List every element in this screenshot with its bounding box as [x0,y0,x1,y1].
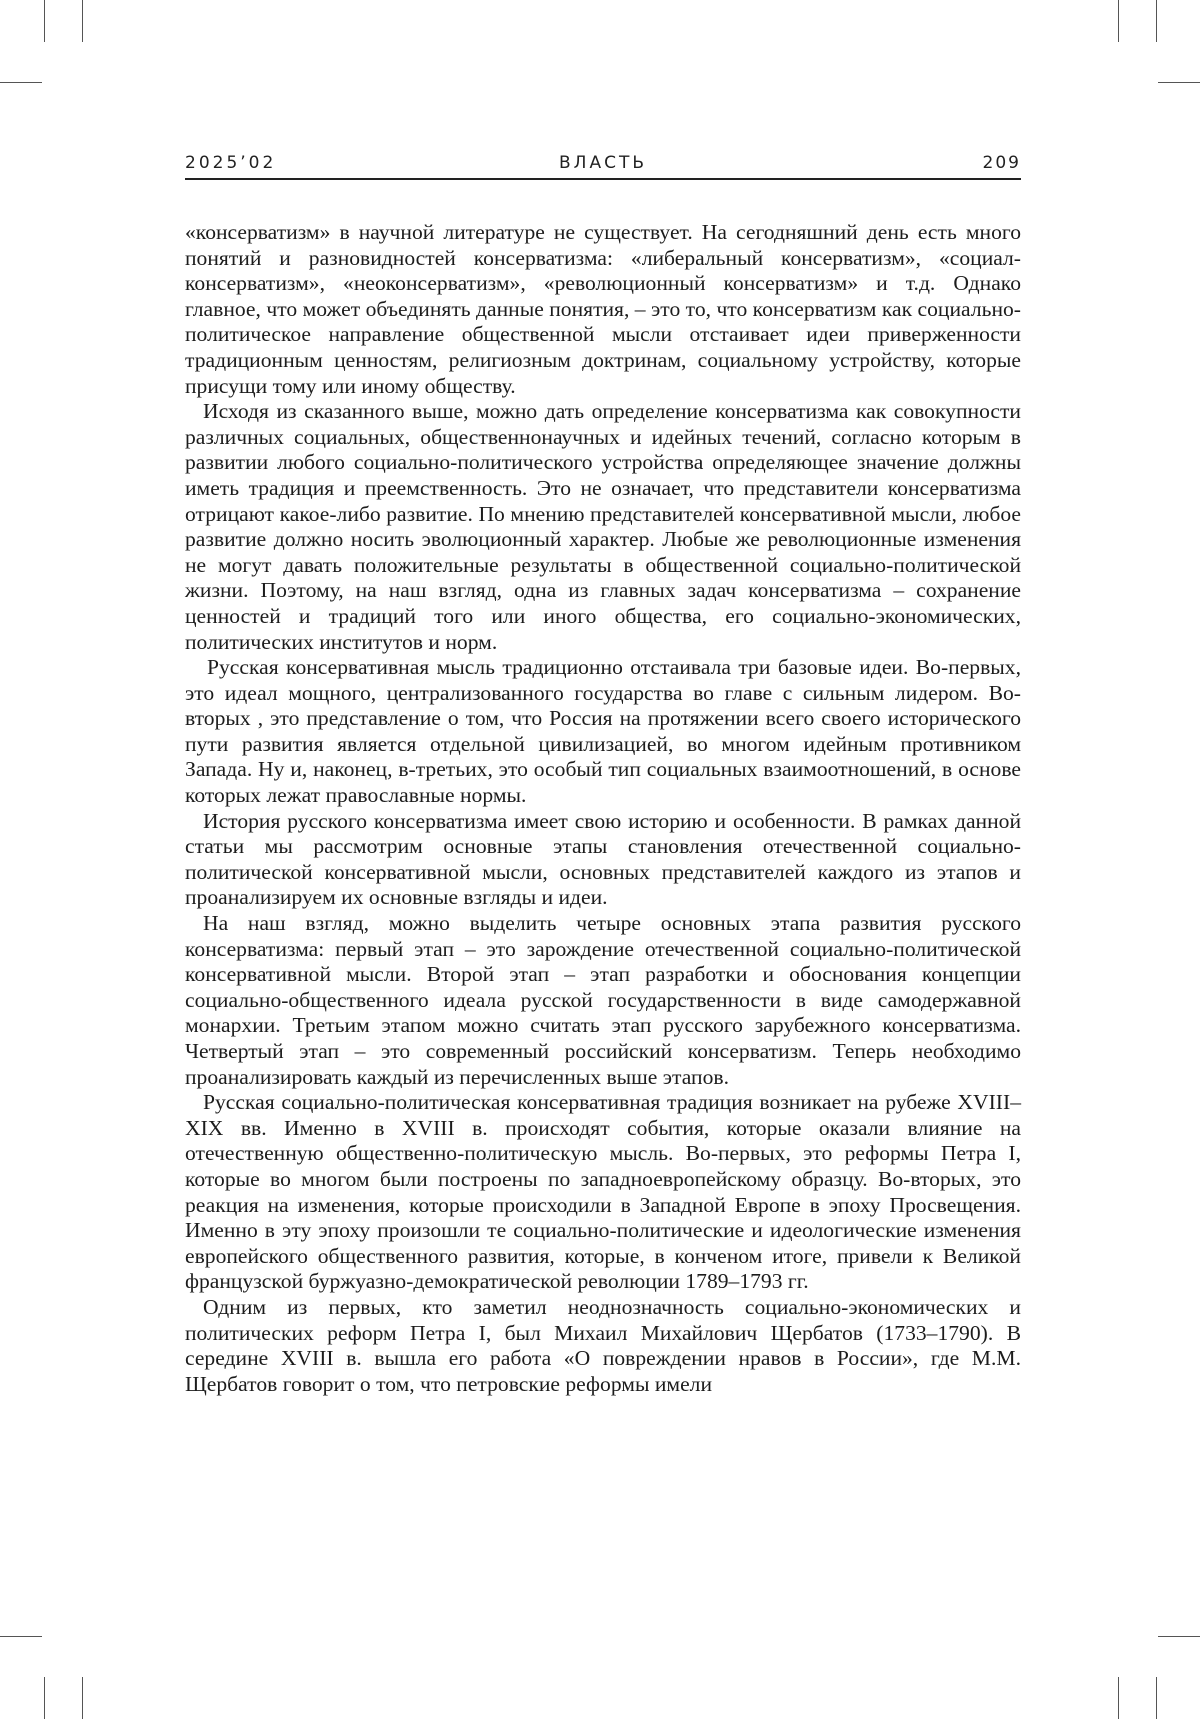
paragraph: История русского консерватизма имеет свою историю и особенности. В рамках данной статьи мы рассмотрим основные этапы становления отечественной социально-политической консервативной мысли, основных представителей каждого из этапов и проанализируем их основные взгляды и идеи. [185,809,1021,911]
crop-mark [0,1636,42,1637]
article-body [185,220,1021,1397]
crop-mark [44,1677,45,1719]
paragraph: На наш взгляд, можно выделить четыре основных этапа развития русского консерватизма: первый этап – это зарождение отечественной социально-политической консервативной мысли. Второй этап – этап разработки и обоснования концепции социально-общественного идеала русской государственности в виде самодержавной монархии. Третьим этапом можно считать этап русского зарубежного консерватизма. Четвертый этап – это современный российский консерватизм. Теперь необходимо проанализировать каждый из перечисленных выше этапов. [185,911,1021,1090]
crop-mark [1156,1677,1157,1719]
paragraph: Русская консервативная мысль традиционно отстаивала три базовые идеи. Во-первых, это идеал мощного, централизованного государства во главе с сильным лидером. Во-вторых , это представление о том, что Россия на протяжении всего своего исторического пути развития является отдельной цивилизацией, во многом идейным противником Запада. Ну и, наконец, в-третьих, это особый тип социальных взаимоотношений, в основе которых лежат православные нормы. [185,655,1021,809]
paragraph: Исходя из сказанного выше, можно дать определение консерватизма как совокупности различных социальных, общественнонаучных и идейных течений, согласно которым в развитии любого социально-политического устройства определяющее значение должны иметь традиция и преемственность. Это не означает, что представители консерватизма отрицают какое-либо развитие. По мнению представителей консервативной мысли, любое развитие должно носить эволюционный характер. Любые же революционные изменения не могут давать положительные результаты в общественной социально-политической жизни. Поэтому, на наш взгляд, одна из главных задач консерватизма – сохранение ценностей и традиций того или иного общества, его социально-экономических, политических институтов и норм. [185,399,1021,655]
journal-title: ВЛАСТЬ [185,153,1021,173]
crop-mark [1118,0,1119,42]
crop-mark [82,0,83,42]
crop-mark [1156,0,1157,42]
paragraph: Русская социально-политическая консервативная традиция возникает на рубеже XVIII–XIX вв. Именно в XVIII в. происходят события, которые оказали влияние на отечественную общественно-политическую мысль. Во-первых, это реформы Петра I, которые во многом были построены по западноевропейскому образцу. Во-вторых, это реакция на изменения, которые происходили в Западной Европе в эпоху Просвещения. Именно в эту эпоху произошли те социально-политические и идеологические изменения европейского общественного развития, которые, в конченом итоге, привели к Великой французской буржуазно-демократической революции 1789–1793 гг. [185,1090,1021,1295]
crop-mark [1158,1636,1200,1637]
crop-mark [44,0,45,42]
crop-mark [82,1677,83,1719]
issue-number: 2025’02 [185,153,276,173]
crop-mark [0,82,42,83]
crop-mark [1158,82,1200,83]
paragraph: Одним из первых, кто заметил неоднозначность социально-экономических и политических реформ Петра I, был Михаил Михайлович Щербатов (1733–1790). В середине XVIII в. вышла его работа «О повреждении нравов в России», где М.М. Щербатов говорит о том, что петровские реформы имели [185,1295,1021,1397]
crop-mark [1118,1677,1119,1719]
page-number: 209 [983,153,1021,173]
running-header [185,150,1021,180]
paragraph: «консерватизм» в научной литературе не существует. На сегодняшний день есть много понятий и разновидностей консерватизма: «либеральный консерватизм», «социал-консерватизм», «неоконсерватизм», «революционный консерватизм» и т.д. Однако главное, что может объединять данные понятия, – это то, что консерватизм как социально-политическое направление общественной мысли отстаивает идеи приверженности традиционным ценностям, религиозным доктринам, социальному устройству, которые присущи тому или иному обществу. [185,220,1021,399]
